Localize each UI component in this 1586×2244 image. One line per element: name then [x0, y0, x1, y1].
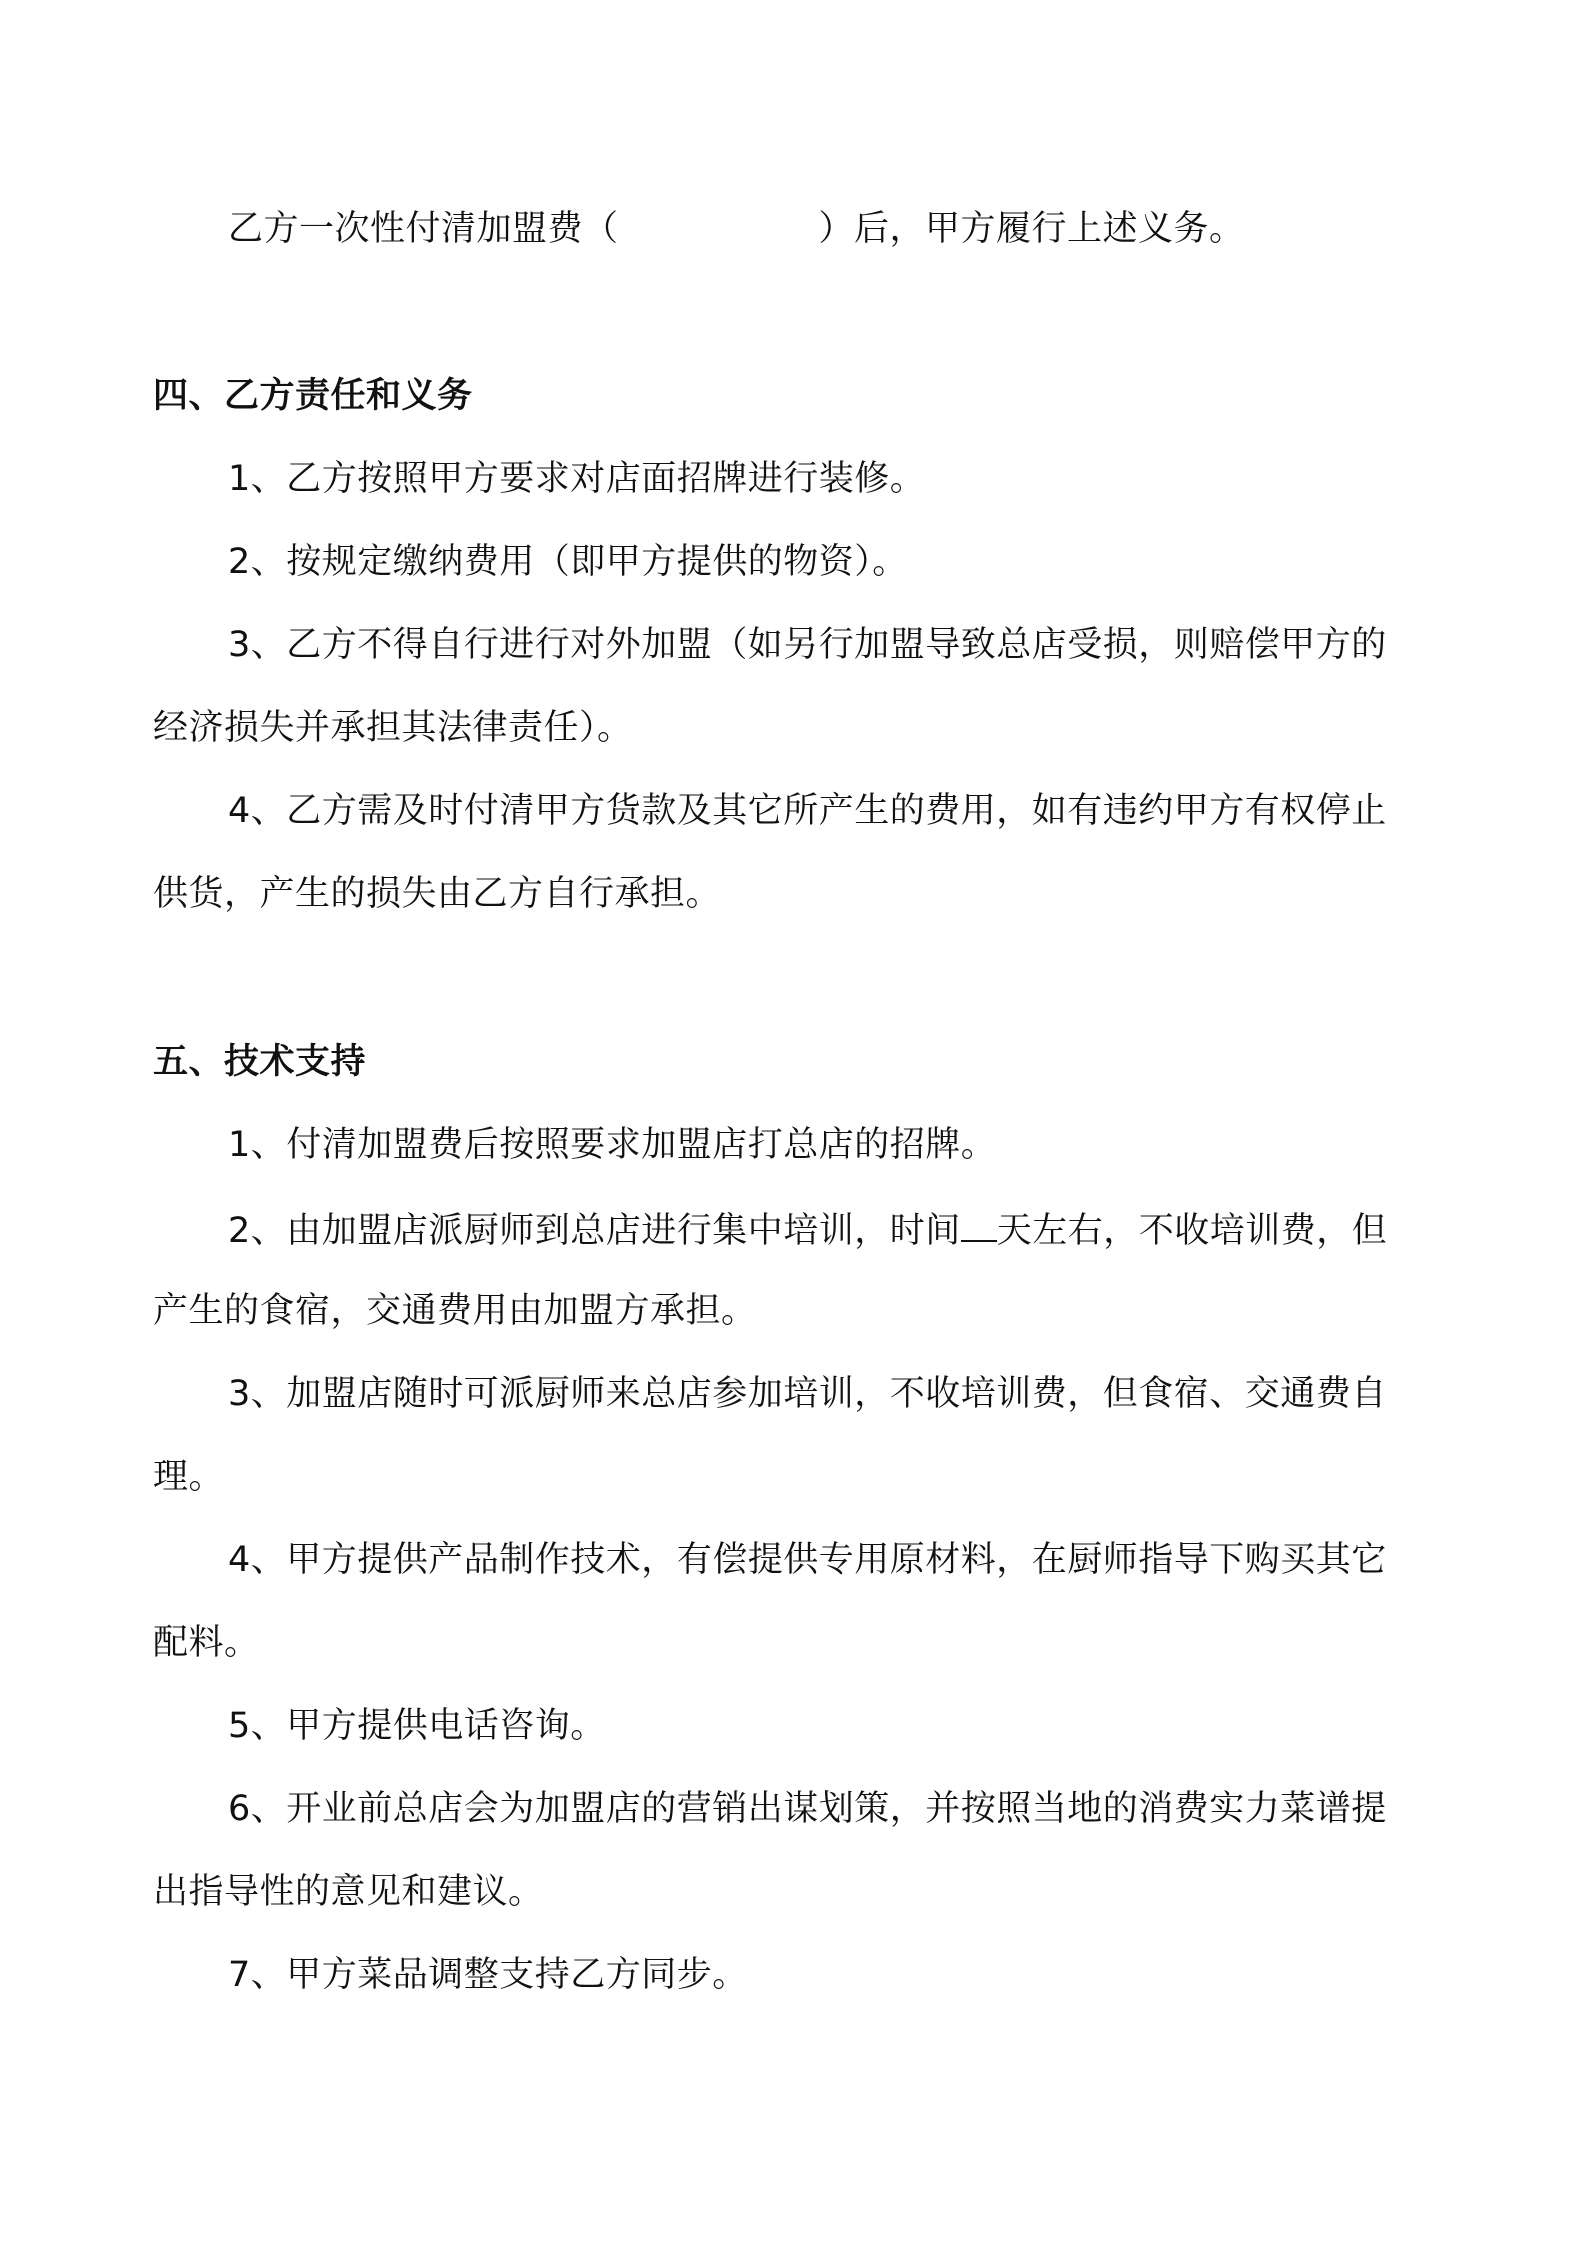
section-5-item-3-cont: 理。: [153, 1457, 225, 1497]
section-5-item-6-cont: 出指导性的意见和建议。: [153, 1872, 544, 1912]
payment-clause: [228, 207, 1245, 251]
section-5-item-6: 6、开业前总店会为加盟店的营销出谋划策，并按照当地的消费实力菜谱提: [228, 1789, 1387, 1829]
section-5-item-2-cont: 产生的食宿，交通费用由加盟方承担。: [153, 1291, 757, 1331]
payment-clause-suffix: ）后，甲方履行上述义务。: [818, 209, 1245, 249]
section-5-item-7: 7、甲方菜品调整支持乙方同步。: [228, 1955, 748, 1995]
section-4-item-4: 4、乙方需及时付清甲方货款及其它所产生的费用，如有违约甲方有权停止: [228, 791, 1387, 831]
section-5-item-2: [228, 1206, 1387, 1253]
section-4-heading: 四、乙方责任和义务: [153, 376, 473, 416]
section-4-item-1: 1、乙方按照甲方要求对店面招牌进行装修。: [228, 459, 926, 499]
section-5-heading: 五、技术支持: [153, 1042, 367, 1082]
section-5-item-3: 3、加盟店随时可派厨师来总店参加培训，不收培训费，但食宿、交通费自: [228, 1374, 1387, 1414]
days-blank: [961, 1206, 997, 1242]
section-4-item-3-cont: 经济损失并承担其法律责任）。: [153, 708, 633, 748]
section-5-item-4: 4、甲方提供产品制作技术，有偿提供专用原材料，在厨师指导下购买其它: [228, 1540, 1387, 1580]
section-5-item-2-prefix: 2、由加盟店派厨师到总店进行集中培训，时间: [228, 1211, 961, 1251]
section-4-item-3: 3、乙方不得自行进行对外加盟（如另行加盟导致总店受损，则赔偿甲方的: [228, 625, 1387, 665]
section-5-item-4-cont: 配料。: [153, 1623, 260, 1663]
payment-clause-prefix: 乙方一次性付清加盟费（: [228, 209, 619, 249]
section-5-item-2-suffix: 天左右，不收培训费，但: [996, 1211, 1388, 1251]
section-5-item-1: 1、付清加盟费后按照要求加盟店打总店的招牌。: [228, 1125, 997, 1165]
section-5-item-5: 5、甲方提供电话咨询。: [228, 1706, 606, 1746]
section-4-item-2: 2、按规定缴纳费用（即甲方提供的物资）。: [228, 542, 908, 582]
section-4-item-4-cont: 供货，产生的损失由乙方自行承担。: [153, 874, 722, 914]
